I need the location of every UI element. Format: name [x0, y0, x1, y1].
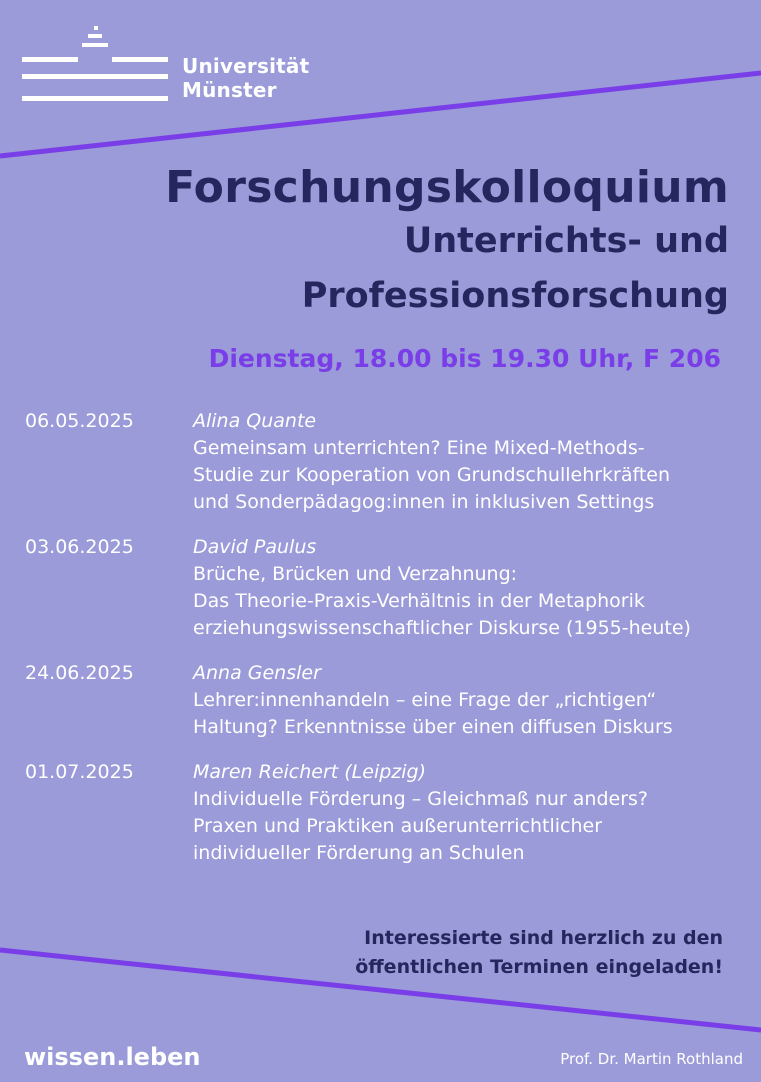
session-body [193, 408, 745, 516]
session-item [25, 408, 745, 516]
session-item [25, 660, 745, 741]
title-block [165, 162, 729, 324]
session-speaker: Anna Gensler [193, 662, 321, 684]
session-speaker: Maren Reichert (Leipzig) [193, 761, 427, 783]
session-date: 06.05.2025 [25, 410, 134, 432]
invitation-line1: Interessierte sind herzlich zu den [364, 927, 723, 949]
session-topic: Individuelle Förderung – Gleichmaß nur anders? Praxen und Praktiken außerunterrichtlicher individueller Förderung an Schulen [193, 788, 649, 864]
page-title: Forschungskolloquium [165, 162, 729, 213]
session-item [25, 534, 745, 642]
session-topic: Gemeinsam unterrichten? Eine Mixed-Methods- Studie zur Kooperation von Grundschullehrkräften und Sonderpädagog:innen in inklusiven Settings [193, 437, 671, 513]
session-date: 01.07.2025 [25, 761, 134, 783]
session-body [193, 759, 745, 867]
footer-credit: Prof. Dr. Martin Rothland [560, 1050, 743, 1068]
invitation-line2: öffentlichen Terminen eingeladen! [355, 956, 723, 978]
session-date: 03.06.2025 [25, 536, 134, 558]
invitation-note [355, 924, 723, 982]
page-subtitle-line2: Professionsforschung [301, 276, 729, 316]
university-name-line2: Münster [182, 78, 277, 102]
footer-wordmark: wissen.leben [24, 1043, 201, 1071]
session-date: 24.06.2025 [25, 662, 134, 684]
session-body [193, 660, 745, 741]
session-speaker: Alina Quante [193, 410, 317, 432]
session-body [193, 534, 745, 642]
page-subtitle-line1: Unterrichts- und [403, 221, 729, 261]
session-topic: Lehrer:innenhandeln – eine Frage der „richtigen“ Haltung? Erkenntnisse über einen diffusen Diskurs [193, 689, 673, 738]
schedule-info: Dienstag, 18.00 bis 19.30 Uhr, F 206 [208, 344, 721, 373]
university-name-line1: Universität [182, 54, 310, 78]
session-speaker: David Paulus [193, 536, 317, 558]
session-list [25, 408, 745, 885]
session-item [25, 759, 745, 867]
top-diagonal-rule [0, 66, 761, 166]
session-topic: Brüche, Brücken und Verzahnung: Das Theorie-Praxis-Verhältnis in der Metaphorik erziehungswissenschaftlicher Diskurse (1955-heute) [193, 563, 691, 639]
